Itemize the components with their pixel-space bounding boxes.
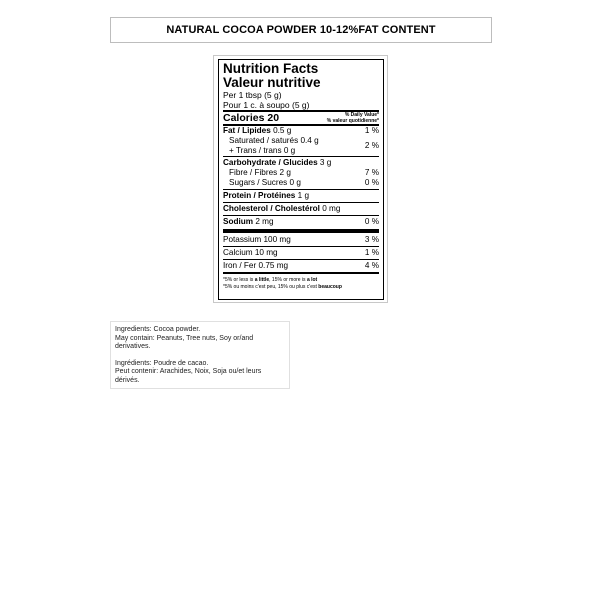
dv-header-en: % Daily Value* <box>344 112 379 118</box>
ingredients-fr <box>115 360 285 386</box>
protein-amount: 1 g <box>297 191 310 200</box>
sugars-text: Sugars / Sucres 0 g <box>229 178 301 187</box>
calcium-pct: 1 % <box>364 248 379 257</box>
carb-amount: 3 g <box>319 158 332 167</box>
ingredients-en <box>115 326 285 352</box>
ingredients-en-line1: Ingredients: Cocoa powder. <box>115 326 201 333</box>
potassium-row <box>223 234 379 246</box>
sodium-row <box>223 216 379 228</box>
footnote-fr <box>223 284 379 291</box>
fat-amount: 0.5 g <box>273 126 292 135</box>
saturated-row: Saturated / saturés 0.4 g <box>229 136 319 145</box>
footnote-en-part2: , 15% or more is <box>269 277 307 283</box>
footnote <box>223 274 379 291</box>
fat-label: Fat / Lipides <box>223 126 271 135</box>
carb-label: Carbohydrate / Glucides <box>223 158 318 167</box>
sat-trans-pct: 2 % <box>364 141 379 150</box>
footnote-en-little: a little <box>254 277 270 283</box>
footnote-en-lot: a lot <box>306 277 318 283</box>
title-fr: Valeur nutritive <box>223 75 321 90</box>
carb-row <box>223 157 379 168</box>
nutrition-facts-table <box>218 59 384 300</box>
dv-header <box>327 112 379 124</box>
sugars-pct: 0 % <box>364 178 379 187</box>
cholesterol-amount: 0 mg <box>322 204 341 213</box>
footnote-en-part1: *5% or less is <box>223 277 255 283</box>
cholesterol-label: Cholesterol / Cholestérol <box>223 204 320 213</box>
cholesterol-row <box>223 203 379 215</box>
calcium-text: Calcium 10 mg <box>223 248 278 257</box>
iron-pct: 4 % <box>364 261 379 270</box>
calcium-row <box>223 247 379 259</box>
trans-row: + Trans / trans 0 g <box>229 146 296 155</box>
protein-row <box>223 190 379 202</box>
sodium-amount: 2 mg <box>255 217 274 226</box>
sodium-pct: 0 % <box>364 217 379 226</box>
serving-en: Per 1 tbsp (5 g) <box>223 90 282 100</box>
calories-row <box>223 112 379 124</box>
ingredients-fr-line1: Ingrédients: Poudre de cacao. <box>115 359 209 367</box>
protein-label: Protein / Protéines <box>223 191 296 200</box>
dv-header-fr: % valeur quotidienne* <box>326 118 379 124</box>
sodium-label: Sodium <box>223 217 254 226</box>
ingredients-fr-line2: Peut contenir: Arachides, Noix, Soja ou/et leurs dérivés. <box>115 368 262 384</box>
ingredients-box <box>110 321 290 389</box>
fat-pct: 1 % <box>364 126 379 135</box>
fibre-text: Fibre / Fibres 2 g <box>229 168 291 177</box>
iron-text: Iron / Fer 0.75 mg <box>223 261 289 270</box>
divider-thick <box>223 229 379 233</box>
fat-group <box>223 126 379 156</box>
fibre-row <box>223 168 379 178</box>
footnote-en <box>223 277 379 284</box>
calories: Calories 20 <box>223 112 280 124</box>
fibre-pct: 7 % <box>364 168 379 177</box>
potassium-pct: 3 % <box>364 235 379 244</box>
product-title: NATURAL COCOA POWDER 10-12%FAT CONTENT <box>110 17 492 43</box>
footnote-fr-part1: *5% ou moins c'est peu, 15% ou plus c'est <box>223 284 319 290</box>
serving-fr: Pour 1 c. à soupo (5 g) <box>223 100 310 110</box>
iron-row <box>223 260 379 272</box>
sugars-row <box>223 178 379 189</box>
title-en: Nutrition Facts <box>223 61 319 76</box>
ingredients-en-line2: May contain: Peanuts, Tree nuts, Soy or/and derivatives. <box>115 334 254 350</box>
footnote-fr-lot: beaucoup <box>318 284 342 290</box>
potassium-text: Potassium 100 mg <box>223 235 291 244</box>
